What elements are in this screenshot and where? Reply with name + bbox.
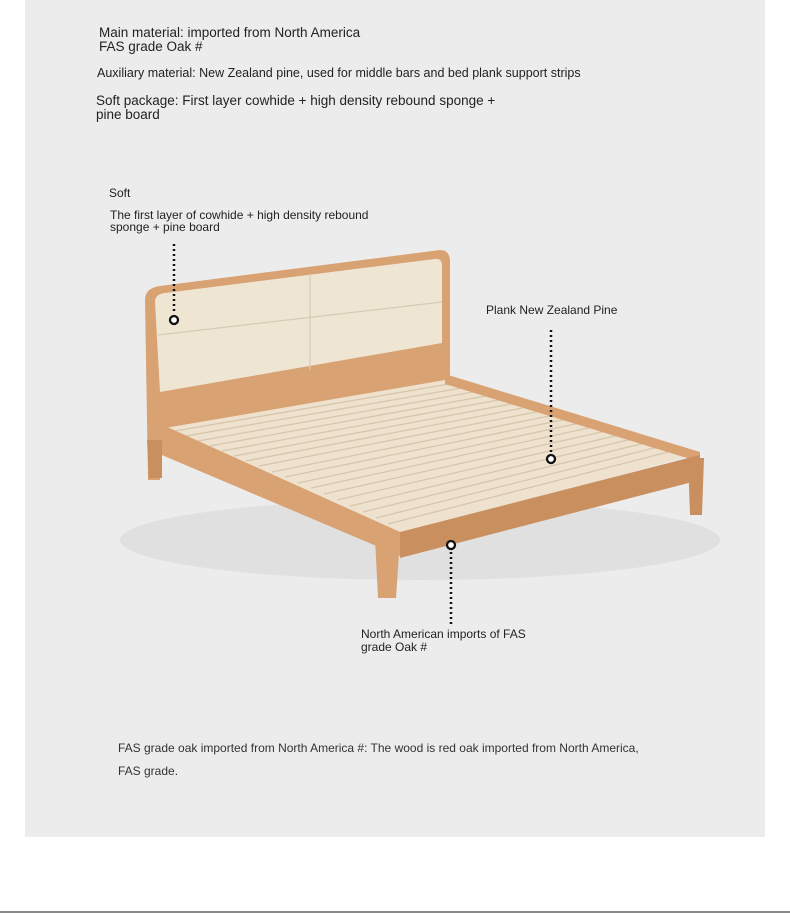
callout-soft-desc-line2: sponge + pine board xyxy=(110,220,220,234)
soft-package-line1: Soft package: First layer cowhide + high density rebound sponge + xyxy=(96,93,496,108)
callout-plank-marker xyxy=(547,455,555,463)
callout-oak-line2: grade Oak # xyxy=(361,640,428,654)
footnote xyxy=(118,737,639,783)
footnote-line2: FAS grade. xyxy=(118,764,179,778)
callout-oak-marker xyxy=(447,541,455,549)
auxiliary-material-spec: Auxiliary material: New Zealand pine, used for middle bars and bed plank support strips xyxy=(97,66,581,80)
footnote-line1: FAS grade oak imported from North America #: The wood is red oak imported from North America, xyxy=(118,741,639,755)
callout-oak-line1: North American imports of FAS xyxy=(361,627,526,641)
callout-soft-desc xyxy=(110,209,368,233)
callout-soft-desc-line1: The first layer of cowhide + high density rebound xyxy=(110,208,369,222)
leg xyxy=(147,440,162,478)
callout-soft-title: Soft xyxy=(109,186,131,200)
leg xyxy=(375,538,400,598)
soft-package-spec xyxy=(96,94,495,122)
leg xyxy=(688,458,704,515)
main-material-line2: FAS grade Oak # xyxy=(99,39,203,54)
bed-illustration xyxy=(90,240,720,640)
main-material-line1: Main material: imported from North America xyxy=(99,25,361,40)
bottom-divider xyxy=(0,911,790,913)
soft-package-line2: pine board xyxy=(96,107,160,122)
callout-oak-label xyxy=(361,628,526,654)
callout-soft-marker xyxy=(170,316,178,324)
callout-plank-label: Plank New Zealand Pine xyxy=(486,303,618,317)
main-material-spec xyxy=(99,26,360,54)
